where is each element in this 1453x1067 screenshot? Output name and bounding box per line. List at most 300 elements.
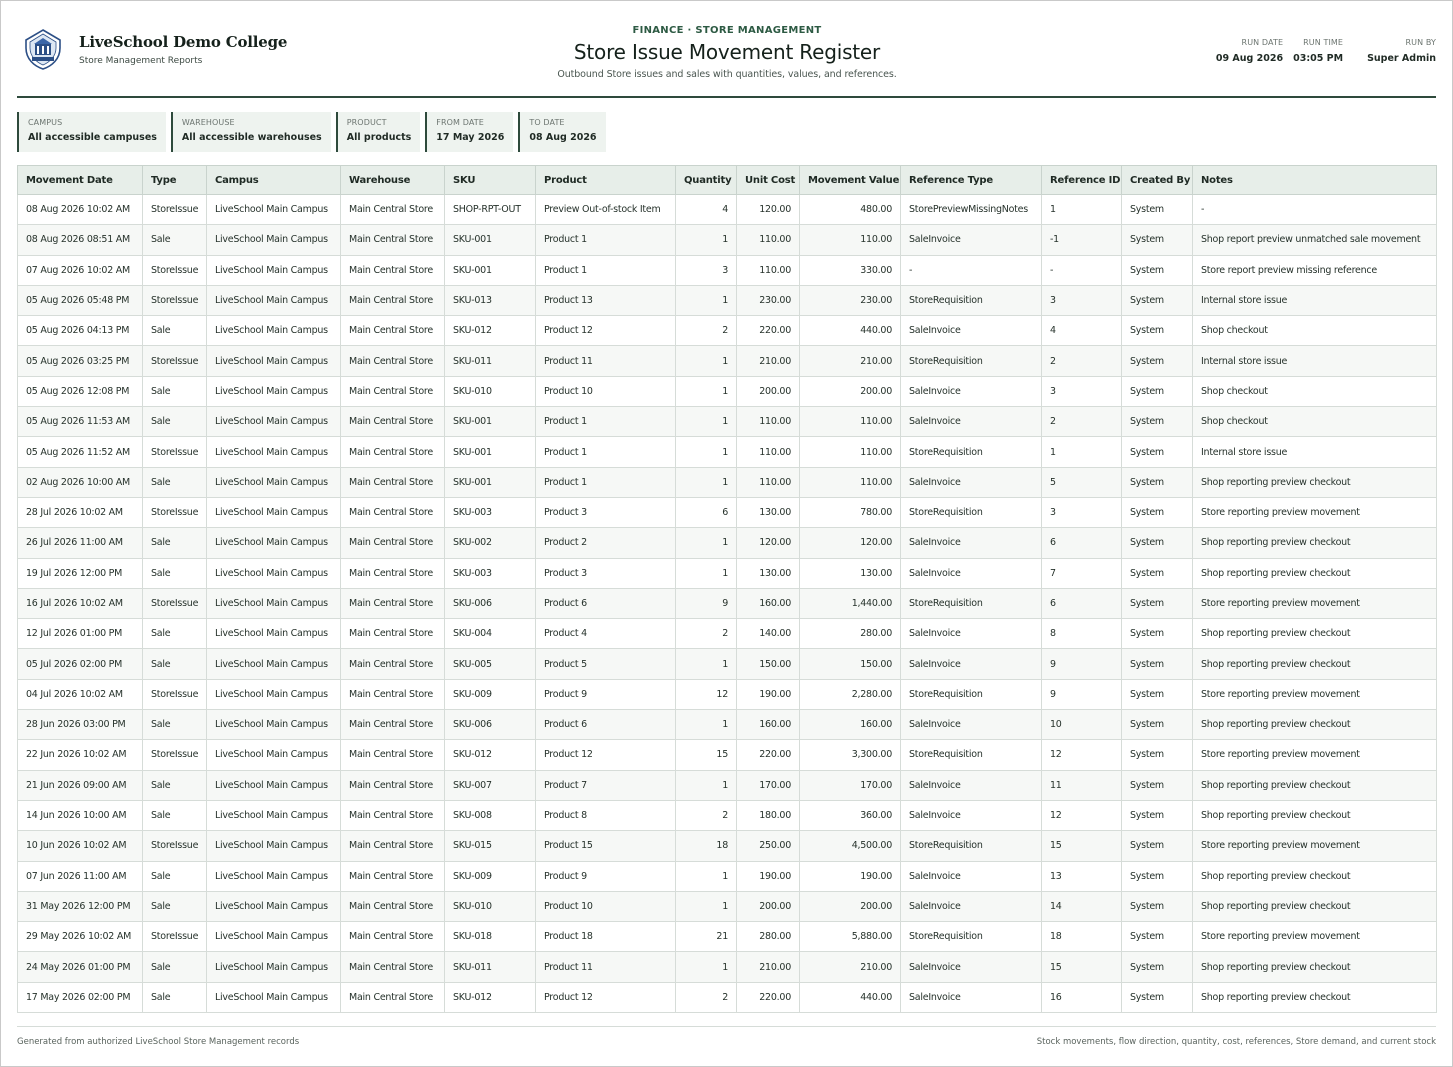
movement-value-cell: 110.00 bbox=[800, 225, 901, 255]
reference-type-cell: SaleInvoice bbox=[901, 558, 1042, 588]
movement-value-cell: 150.00 bbox=[800, 649, 901, 679]
table-row[interactable] bbox=[18, 710, 1437, 740]
table-row[interactable] bbox=[18, 831, 1437, 861]
reference-id-cell: 6 bbox=[1042, 588, 1122, 618]
created-by-cell: System bbox=[1122, 861, 1193, 891]
movement-date-cell: 12 Jul 2026 01:00 PM bbox=[18, 619, 143, 649]
quantity-cell: 2 bbox=[676, 316, 737, 346]
reference-id-cell: -1 bbox=[1042, 225, 1122, 255]
movement-value-cell: 2,280.00 bbox=[800, 679, 901, 709]
unit-cost-cell: 250.00 bbox=[737, 831, 800, 861]
column-header[interactable]: Reference Type bbox=[901, 166, 1042, 195]
unit-cost-cell: 130.00 bbox=[737, 558, 800, 588]
warehouse-cell: Main Central Store bbox=[341, 195, 445, 225]
created-by-cell: System bbox=[1122, 982, 1193, 1012]
created-by-cell: System bbox=[1122, 497, 1193, 527]
product-cell: Product 8 bbox=[536, 800, 676, 830]
reference-type-cell: - bbox=[901, 255, 1042, 285]
unit-cost-cell: 180.00 bbox=[737, 800, 800, 830]
reference-id-cell: 2 bbox=[1042, 346, 1122, 376]
movement-date-cell: 19 Jul 2026 12:00 PM bbox=[18, 558, 143, 588]
column-header[interactable]: Movement Date bbox=[18, 166, 143, 195]
run-by-value: Super Admin bbox=[1367, 53, 1436, 64]
sku-cell: SKU-001 bbox=[445, 225, 536, 255]
column-header[interactable]: Unit Cost bbox=[737, 166, 800, 195]
warehouse-cell: Main Central Store bbox=[341, 619, 445, 649]
reference-id-cell: 1 bbox=[1042, 437, 1122, 467]
reference-id-cell: 13 bbox=[1042, 861, 1122, 891]
warehouse-cell: Main Central Store bbox=[341, 558, 445, 588]
filter-label: TO DATE bbox=[529, 118, 565, 127]
type-cell: Sale bbox=[143, 800, 207, 830]
product-cell: Product 1 bbox=[536, 225, 676, 255]
sku-cell: SKU-012 bbox=[445, 316, 536, 346]
college-name: LiveSchool Demo College bbox=[79, 32, 288, 51]
reference-type-cell: StoreRequisition bbox=[901, 679, 1042, 709]
run-by bbox=[1353, 38, 1436, 64]
sku-cell: SKU-009 bbox=[445, 679, 536, 709]
type-cell: Sale bbox=[143, 649, 207, 679]
reference-type-cell: SaleInvoice bbox=[901, 467, 1042, 497]
column-header[interactable]: Campus bbox=[207, 166, 341, 195]
created-by-cell: System bbox=[1122, 679, 1193, 709]
movement-date-cell: 31 May 2026 12:00 PM bbox=[18, 891, 143, 921]
table-row[interactable] bbox=[18, 255, 1437, 285]
reference-id-cell: 12 bbox=[1042, 740, 1122, 770]
product-cell: Product 2 bbox=[536, 528, 676, 558]
type-cell: StoreIssue bbox=[143, 588, 207, 618]
campus-cell: LiveSchool Main Campus bbox=[207, 497, 341, 527]
product-cell: Product 11 bbox=[536, 346, 676, 376]
unit-cost-cell: 120.00 bbox=[737, 528, 800, 558]
report-title-block bbox=[417, 25, 1037, 80]
type-cell: StoreIssue bbox=[143, 740, 207, 770]
reference-id-cell: 14 bbox=[1042, 891, 1122, 921]
reference-id-cell: 3 bbox=[1042, 497, 1122, 527]
type-cell: Sale bbox=[143, 619, 207, 649]
quantity-cell: 2 bbox=[676, 800, 737, 830]
quantity-cell: 1 bbox=[676, 437, 737, 467]
unit-cost-cell: 110.00 bbox=[737, 467, 800, 497]
product-cell: Product 13 bbox=[536, 285, 676, 315]
movement-date-cell: 08 Aug 2026 08:51 AM bbox=[18, 225, 143, 255]
type-cell: Sale bbox=[143, 952, 207, 982]
reference-id-cell: 15 bbox=[1042, 831, 1122, 861]
table-row[interactable] bbox=[18, 497, 1437, 527]
reference-type-cell: SaleInvoice bbox=[901, 376, 1042, 406]
filter-warehouse bbox=[171, 112, 331, 152]
column-header[interactable]: Movement Value bbox=[800, 166, 901, 195]
sku-cell: SKU-001 bbox=[445, 407, 536, 437]
movement-date-cell: 16 Jul 2026 10:02 AM bbox=[18, 588, 143, 618]
campus-cell: LiveSchool Main Campus bbox=[207, 800, 341, 830]
campus-cell: LiveSchool Main Campus bbox=[207, 437, 341, 467]
reference-type-cell: StoreRequisition bbox=[901, 740, 1042, 770]
quantity-cell: 4 bbox=[676, 195, 737, 225]
notes-cell: Store report preview missing reference bbox=[1193, 255, 1437, 285]
page-title: Store Issue Movement Register bbox=[573, 40, 881, 64]
unit-cost-cell: 230.00 bbox=[737, 285, 800, 315]
warehouse-cell: Main Central Store bbox=[341, 952, 445, 982]
movement-date-cell: 28 Jul 2026 10:02 AM bbox=[18, 497, 143, 527]
product-cell: Product 9 bbox=[536, 861, 676, 891]
run-date-value: 09 Aug 2026 bbox=[1215, 53, 1284, 64]
filter-value: All products bbox=[346, 132, 412, 143]
movement-value-cell: 440.00 bbox=[800, 982, 901, 1012]
type-cell: StoreIssue bbox=[143, 679, 207, 709]
college-crest-icon bbox=[23, 28, 63, 70]
type-cell: Sale bbox=[143, 710, 207, 740]
quantity-cell: 3 bbox=[676, 255, 737, 285]
created-by-cell: System bbox=[1122, 922, 1193, 952]
reference-id-cell: 16 bbox=[1042, 982, 1122, 1012]
notes-cell: Shop reporting preview checkout bbox=[1193, 558, 1437, 588]
table-row[interactable] bbox=[18, 407, 1437, 437]
table-row[interactable] bbox=[18, 528, 1437, 558]
quantity-cell: 1 bbox=[676, 649, 737, 679]
warehouse-cell: Main Central Store bbox=[341, 255, 445, 285]
unit-cost-cell: 110.00 bbox=[737, 437, 800, 467]
table-row[interactable] bbox=[18, 285, 1437, 315]
campus-cell: LiveSchool Main Campus bbox=[207, 619, 341, 649]
sku-cell: SKU-015 bbox=[445, 831, 536, 861]
table-row[interactable] bbox=[18, 649, 1437, 679]
created-by-cell: System bbox=[1122, 528, 1193, 558]
type-cell: Sale bbox=[143, 558, 207, 588]
reference-type-cell: SaleInvoice bbox=[901, 316, 1042, 346]
table-row[interactable] bbox=[18, 558, 1437, 588]
table-row[interactable] bbox=[18, 195, 1437, 225]
notes-cell: Store reporting preview movement bbox=[1193, 588, 1437, 618]
column-header[interactable]: Notes bbox=[1193, 166, 1437, 195]
quantity-cell: 1 bbox=[676, 952, 737, 982]
created-by-cell: System bbox=[1122, 952, 1193, 982]
warehouse-cell: Main Central Store bbox=[341, 770, 445, 800]
campus-cell: LiveSchool Main Campus bbox=[207, 982, 341, 1012]
type-cell: Sale bbox=[143, 528, 207, 558]
created-by-cell: System bbox=[1122, 255, 1193, 285]
campus-cell: LiveSchool Main Campus bbox=[207, 528, 341, 558]
reference-type-cell: SaleInvoice bbox=[901, 800, 1042, 830]
movement-value-cell: 280.00 bbox=[800, 619, 901, 649]
movement-value-cell: 130.00 bbox=[800, 558, 901, 588]
sku-cell: SKU-007 bbox=[445, 770, 536, 800]
warehouse-cell: Main Central Store bbox=[341, 407, 445, 437]
column-header[interactable]: Reference ID bbox=[1042, 166, 1122, 195]
movement-value-cell: 200.00 bbox=[800, 376, 901, 406]
table-row[interactable] bbox=[18, 740, 1437, 770]
reference-type-cell: SaleInvoice bbox=[901, 619, 1042, 649]
type-cell: Sale bbox=[143, 982, 207, 1012]
product-cell: Product 11 bbox=[536, 952, 676, 982]
table-row[interactable] bbox=[18, 619, 1437, 649]
warehouse-cell: Main Central Store bbox=[341, 982, 445, 1012]
quantity-cell: 1 bbox=[676, 407, 737, 437]
reference-type-cell: SaleInvoice bbox=[901, 528, 1042, 558]
run-time-label: RUN TIME bbox=[1303, 38, 1344, 47]
warehouse-cell: Main Central Store bbox=[341, 740, 445, 770]
unit-cost-cell: 200.00 bbox=[737, 891, 800, 921]
quantity-cell: 1 bbox=[676, 770, 737, 800]
warehouse-cell: Main Central Store bbox=[341, 922, 445, 952]
product-cell: Product 12 bbox=[536, 982, 676, 1012]
campus-cell: LiveSchool Main Campus bbox=[207, 740, 341, 770]
table-row[interactable] bbox=[18, 437, 1437, 467]
product-cell: Product 15 bbox=[536, 831, 676, 861]
run-date-label: RUN DATE bbox=[1241, 38, 1284, 47]
warehouse-cell: Main Central Store bbox=[341, 831, 445, 861]
reference-type-cell: StoreRequisition bbox=[901, 497, 1042, 527]
unit-cost-cell: 160.00 bbox=[737, 588, 800, 618]
reference-type-cell: StoreRequisition bbox=[901, 922, 1042, 952]
quantity-cell: 1 bbox=[676, 558, 737, 588]
type-cell: Sale bbox=[143, 225, 207, 255]
movement-table bbox=[17, 165, 1437, 1013]
quantity-cell: 1 bbox=[676, 225, 737, 255]
unit-cost-cell: 110.00 bbox=[737, 255, 800, 285]
sku-cell: SKU-009 bbox=[445, 861, 536, 891]
reference-type-cell: SaleInvoice bbox=[901, 891, 1042, 921]
movement-value-cell: 190.00 bbox=[800, 861, 901, 891]
movement-date-cell: 04 Jul 2026 10:02 AM bbox=[18, 679, 143, 709]
movement-date-cell: 05 Aug 2026 05:48 PM bbox=[18, 285, 143, 315]
type-cell: Sale bbox=[143, 316, 207, 346]
product-cell: Product 1 bbox=[536, 467, 676, 497]
sku-cell: SKU-006 bbox=[445, 710, 536, 740]
quantity-cell: 2 bbox=[676, 982, 737, 1012]
product-cell: Product 12 bbox=[536, 316, 676, 346]
movement-date-cell: 22 Jun 2026 10:02 AM bbox=[18, 740, 143, 770]
quantity-cell: 6 bbox=[676, 497, 737, 527]
created-by-cell: System bbox=[1122, 619, 1193, 649]
sku-cell: SKU-011 bbox=[445, 952, 536, 982]
notes-cell: Internal store issue bbox=[1193, 437, 1437, 467]
type-cell: Sale bbox=[143, 467, 207, 497]
filter-label: WAREHOUSE bbox=[181, 118, 235, 127]
sku-cell: SKU-018 bbox=[445, 922, 536, 952]
warehouse-cell: Main Central Store bbox=[341, 437, 445, 467]
quantity-cell: 21 bbox=[676, 922, 737, 952]
table-row[interactable] bbox=[18, 679, 1437, 709]
type-cell: StoreIssue bbox=[143, 922, 207, 952]
reference-id-cell: - bbox=[1042, 255, 1122, 285]
table-row[interactable] bbox=[18, 952, 1437, 982]
reference-id-cell: 1 bbox=[1042, 195, 1122, 225]
run-time-value: 03:05 PM bbox=[1293, 53, 1344, 64]
filter-value: All accessible campuses bbox=[28, 132, 157, 143]
quantity-cell: 1 bbox=[676, 346, 737, 376]
table-row[interactable] bbox=[18, 861, 1437, 891]
created-by-cell: System bbox=[1122, 195, 1193, 225]
warehouse-cell: Main Central Store bbox=[341, 800, 445, 830]
campus-cell: LiveSchool Main Campus bbox=[207, 831, 341, 861]
filter-product bbox=[336, 112, 421, 152]
sku-cell: SKU-002 bbox=[445, 528, 536, 558]
sku-cell: SKU-010 bbox=[445, 891, 536, 921]
quantity-cell: 15 bbox=[676, 740, 737, 770]
product-cell: Product 6 bbox=[536, 710, 676, 740]
movement-value-cell: 230.00 bbox=[800, 285, 901, 315]
product-cell: Product 10 bbox=[536, 891, 676, 921]
warehouse-cell: Main Central Store bbox=[341, 588, 445, 618]
campus-cell: LiveSchool Main Campus bbox=[207, 710, 341, 740]
filter-campus bbox=[17, 112, 166, 152]
table-row[interactable] bbox=[18, 982, 1437, 1012]
created-by-cell: System bbox=[1122, 710, 1193, 740]
movement-date-cell: 05 Aug 2026 04:13 PM bbox=[18, 316, 143, 346]
created-by-cell: System bbox=[1122, 831, 1193, 861]
product-cell: Product 6 bbox=[536, 588, 676, 618]
notes-cell: Shop report preview unmatched sale movement bbox=[1193, 225, 1437, 255]
unit-cost-cell: 220.00 bbox=[737, 316, 800, 346]
product-cell: Product 1 bbox=[536, 437, 676, 467]
notes-cell: Store reporting preview movement bbox=[1193, 497, 1437, 527]
created-by-cell: System bbox=[1122, 225, 1193, 255]
sku-cell: SKU-003 bbox=[445, 497, 536, 527]
unit-cost-cell: 130.00 bbox=[737, 497, 800, 527]
product-cell: Product 7 bbox=[536, 770, 676, 800]
movement-date-cell: 05 Aug 2026 11:52 AM bbox=[18, 437, 143, 467]
notes-cell: Shop reporting preview checkout bbox=[1193, 891, 1437, 921]
movement-value-cell: 120.00 bbox=[800, 528, 901, 558]
warehouse-cell: Main Central Store bbox=[341, 316, 445, 346]
reference-id-cell: 18 bbox=[1042, 922, 1122, 952]
campus-cell: LiveSchool Main Campus bbox=[207, 588, 341, 618]
warehouse-cell: Main Central Store bbox=[341, 346, 445, 376]
movement-date-cell: 05 Aug 2026 11:53 AM bbox=[18, 407, 143, 437]
notes-cell: Shop reporting preview checkout bbox=[1193, 528, 1437, 558]
reference-type-cell: SaleInvoice bbox=[901, 861, 1042, 891]
report-subtitle: Outbound Store issues and sales with quantities, values, and references. bbox=[557, 69, 897, 80]
notes-cell: Internal store issue bbox=[1193, 285, 1437, 315]
type-cell: Sale bbox=[143, 770, 207, 800]
product-cell: Product 3 bbox=[536, 558, 676, 588]
column-header[interactable]: Type bbox=[143, 166, 207, 195]
table-row[interactable] bbox=[18, 467, 1437, 497]
quantity-cell: 1 bbox=[676, 710, 737, 740]
brand bbox=[23, 28, 287, 70]
column-header[interactable]: Warehouse bbox=[341, 166, 445, 195]
movement-value-cell: 3,300.00 bbox=[800, 740, 901, 770]
movement-value-cell: 170.00 bbox=[800, 770, 901, 800]
reference-type-cell: SaleInvoice bbox=[901, 225, 1042, 255]
table-row[interactable] bbox=[18, 922, 1437, 952]
movement-date-cell: 10 Jun 2026 10:02 AM bbox=[18, 831, 143, 861]
table-row[interactable] bbox=[18, 800, 1437, 830]
run-by-label: RUN BY bbox=[1405, 38, 1436, 47]
movement-value-cell: 210.00 bbox=[800, 952, 901, 982]
reference-id-cell: 6 bbox=[1042, 528, 1122, 558]
reference-id-cell: 15 bbox=[1042, 952, 1122, 982]
filter-value: 17 May 2026 bbox=[436, 132, 505, 143]
notes-cell: Shop reporting preview checkout bbox=[1193, 770, 1437, 800]
notes-cell: Shop reporting preview checkout bbox=[1193, 619, 1437, 649]
table-row[interactable] bbox=[18, 346, 1437, 376]
warehouse-cell: Main Central Store bbox=[341, 679, 445, 709]
created-by-cell: System bbox=[1122, 649, 1193, 679]
reference-type-cell: StorePreviewMissingNotes bbox=[901, 195, 1042, 225]
reference-id-cell: 5 bbox=[1042, 467, 1122, 497]
notes-cell: Shop reporting preview checkout bbox=[1193, 467, 1437, 497]
column-header[interactable]: Quantity bbox=[676, 166, 737, 195]
report-kicker: FINANCE · STORE MANAGEMENT bbox=[632, 25, 822, 36]
created-by-cell: System bbox=[1122, 407, 1193, 437]
product-cell: Product 1 bbox=[536, 255, 676, 285]
report-footer bbox=[17, 1026, 1436, 1047]
column-header[interactable]: SKU bbox=[445, 166, 536, 195]
reference-id-cell: 12 bbox=[1042, 800, 1122, 830]
column-header[interactable]: Product bbox=[536, 166, 676, 195]
movement-value-cell: 480.00 bbox=[800, 195, 901, 225]
movement-value-cell: 200.00 bbox=[800, 891, 901, 921]
unit-cost-cell: 190.00 bbox=[737, 679, 800, 709]
campus-cell: LiveSchool Main Campus bbox=[207, 679, 341, 709]
reference-type-cell: SaleInvoice bbox=[901, 770, 1042, 800]
product-cell: Product 3 bbox=[536, 497, 676, 527]
product-cell: Product 18 bbox=[536, 922, 676, 952]
created-by-cell: System bbox=[1122, 891, 1193, 921]
type-cell: StoreIssue bbox=[143, 831, 207, 861]
campus-cell: LiveSchool Main Campus bbox=[207, 861, 341, 891]
campus-cell: LiveSchool Main Campus bbox=[207, 467, 341, 497]
filter-label: PRODUCT bbox=[346, 118, 387, 127]
reference-id-cell: 2 bbox=[1042, 407, 1122, 437]
reference-id-cell: 10 bbox=[1042, 710, 1122, 740]
reference-type-cell: StoreRequisition bbox=[901, 346, 1042, 376]
footer-scope: Stock movements, flow direction, quantity, cost, references, Store demand, and current stock bbox=[1036, 1037, 1436, 1047]
warehouse-cell: Main Central Store bbox=[341, 649, 445, 679]
filter-from-date bbox=[425, 112, 513, 152]
campus-cell: LiveSchool Main Campus bbox=[207, 255, 341, 285]
table-row[interactable] bbox=[18, 770, 1437, 800]
table-body bbox=[18, 195, 1437, 1013]
sku-cell: SKU-011 bbox=[445, 346, 536, 376]
column-header[interactable]: Created By bbox=[1122, 166, 1193, 195]
sku-cell: SKU-010 bbox=[445, 376, 536, 406]
movement-value-cell: 210.00 bbox=[800, 346, 901, 376]
campus-cell: LiveSchool Main Campus bbox=[207, 316, 341, 346]
quantity-cell: 1 bbox=[676, 376, 737, 406]
table-row[interactable] bbox=[18, 588, 1437, 618]
unit-cost-cell: 160.00 bbox=[737, 710, 800, 740]
table-row[interactable] bbox=[18, 376, 1437, 406]
product-cell: Product 10 bbox=[536, 376, 676, 406]
movement-date-cell: 07 Jun 2026 11:00 AM bbox=[18, 861, 143, 891]
reference-type-cell: StoreRequisition bbox=[901, 285, 1042, 315]
sku-cell: SKU-001 bbox=[445, 437, 536, 467]
notes-cell: Shop checkout bbox=[1193, 376, 1437, 406]
table-row[interactable] bbox=[18, 891, 1437, 921]
table-row[interactable] bbox=[18, 225, 1437, 255]
sku-cell: SHOP-RPT-OUT bbox=[445, 195, 536, 225]
campus-cell: LiveSchool Main Campus bbox=[207, 195, 341, 225]
footer-note: Generated from authorized LiveSchool Store Management records bbox=[17, 1037, 300, 1047]
movement-date-cell: 14 Jun 2026 10:00 AM bbox=[18, 800, 143, 830]
notes-cell: Shop checkout bbox=[1193, 316, 1437, 346]
unit-cost-cell: 220.00 bbox=[737, 740, 800, 770]
movement-date-cell: 17 May 2026 02:00 PM bbox=[18, 982, 143, 1012]
table-row[interactable] bbox=[18, 316, 1437, 346]
unit-cost-cell: 210.00 bbox=[737, 952, 800, 982]
reference-id-cell: 8 bbox=[1042, 619, 1122, 649]
movement-value-cell: 110.00 bbox=[800, 467, 901, 497]
filter-value: All accessible warehouses bbox=[181, 132, 322, 143]
created-by-cell: System bbox=[1122, 376, 1193, 406]
unit-cost-cell: 140.00 bbox=[737, 619, 800, 649]
reference-id-cell: 4 bbox=[1042, 316, 1122, 346]
type-cell: Sale bbox=[143, 407, 207, 437]
warehouse-cell: Main Central Store bbox=[341, 285, 445, 315]
